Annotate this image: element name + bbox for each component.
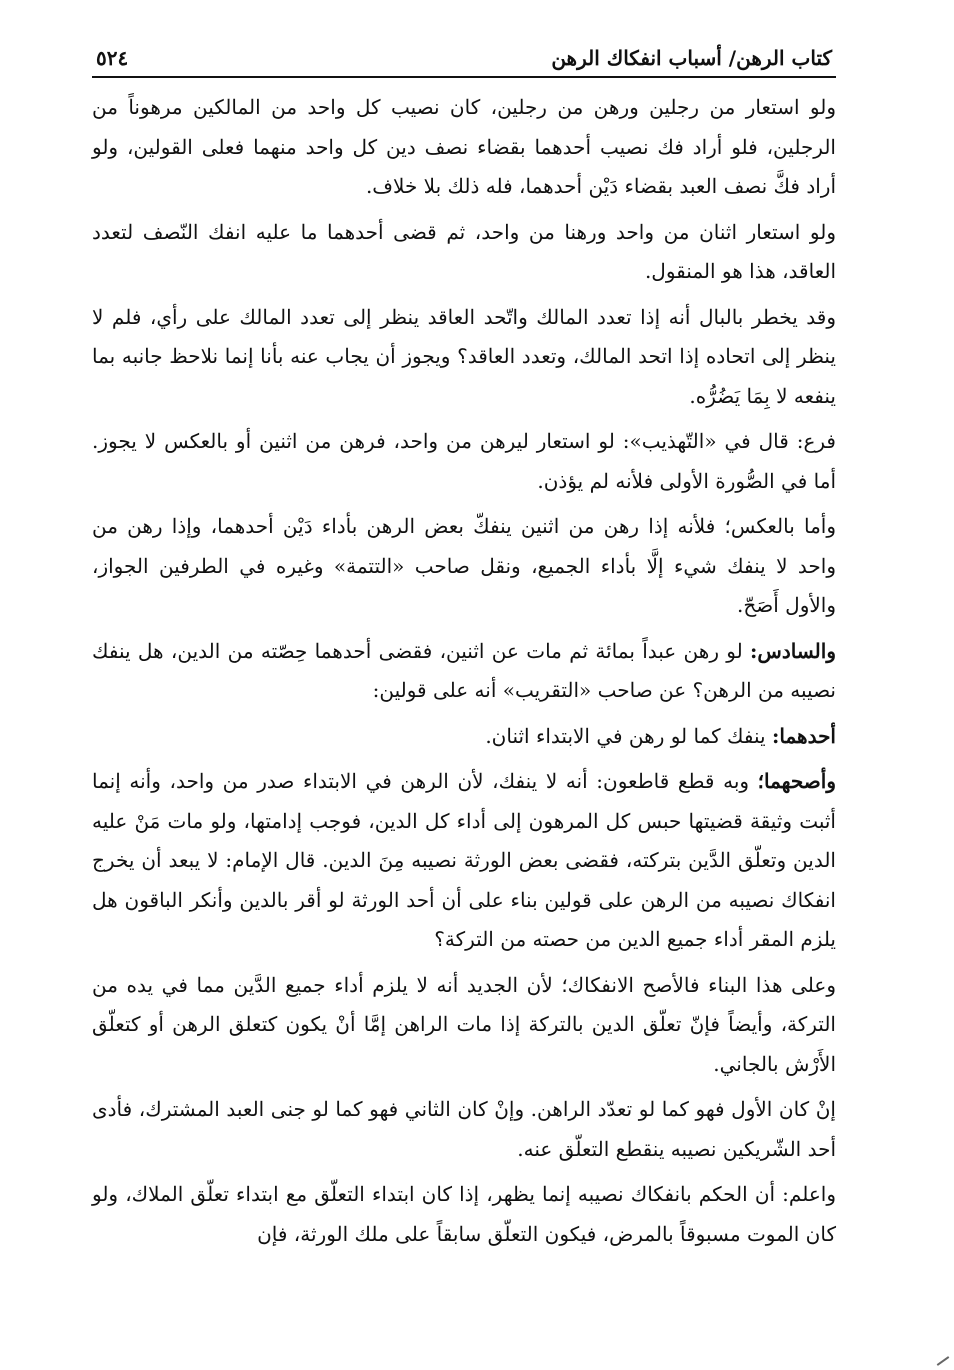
page-number: ٥٢٤ xyxy=(96,46,129,70)
paragraph-lead: والسادس: xyxy=(750,638,836,663)
paragraph: أحدهما: ينفك كما لو رهن في الابتداء اثنان. xyxy=(485,723,836,748)
paragraph: ولو استعار من رجلين ورهن من رجلين، كان نصيب كل واحد من المالكين مرهوناً من الرجلين، فلو أراد فك نصيب أحدهما بقضاء نصف دين كل واحد منهما فعلى القولين، ولو أراد فكَّ نصف العبد بقضاء دَيْن أحدهما، فله ذلك بلا خلاف. xyxy=(92,95,836,198)
book-page xyxy=(92,28,836,1260)
paragraph: واعلم: أن الحكم بانفكاك نصيبه إنما يظهر، إذا كان ابتداء التعلّق مع ابتداء تعلّق الملاك، ولو كان الموت مسبوقاً بالمرض، فيكون التعلّق سابقاً على ملك الورثة، فإن xyxy=(92,1182,836,1246)
paragraph: ولو استعار اثنان من واحد ورهنا من واحد، ثم قضى أحدهما ما عليه انفك النّصف لتعدد العاقد، هذا هو المنقول. xyxy=(92,219,836,283)
paragraph: إنْ كان الأول فهو كما لو تعدّد الراهن. وإنْ كان الثاني فهو كما لو جنى العبد المشترك، فأدى أحد الشّريكين نصيبه ينقطع التعلّق عنه. xyxy=(92,1097,836,1161)
paragraph: والسادس: لو رهن عبداً بمائة ثم مات عن اثنين، فقضى أحدهما حِصّته من الدين، هل ينفك نصيبه من الرهن؟ عن صاحب «التقريب» أنه على قولين: xyxy=(92,638,836,702)
scan-edge-mark xyxy=(937,1356,950,1366)
paragraph: وأصحهما؛ وبه قطع قاطعون: أنه لا ينفك، لأن الرهن في الابتداء صدر من واحد، وأنه إنما أثبت وثيقة قضيتها حبس كل المرهون إلى أداء كل الدين، فوجب إدامتها، ولو مات مَنْ عليه الدين وتعلّق الدَّين بتركته، فقضى بعض الورثة نصيبه مِنَ الدين. قال الإمام: لا يبعد أن يخرج انفكاك نصيبه من الرهن على قولين بناء على أن أحد الورثة لو أقر بالدين وأنكر الباقون هل يلزم المقر أداء جميع الدين من حصته من التركة؟ xyxy=(92,769,836,951)
header-rule xyxy=(92,76,836,78)
running-title: كتاب الرهن/ أسباب انفكاك الرهن xyxy=(551,46,832,70)
paragraph-lead: وأصحهما؛ xyxy=(757,769,836,793)
paragraph: وأما بالعكس؛ فلأنه إذا رهن من اثنين ينفكّ بعض الرهن بأداء دَيْن أحدهما، وإذا رهن من واحد لا ينفك شيء إلَّا بأداء الجميع، ونقل صاحب «التتمة» وغيره في الطرفين الجواز، والأول أَصَحّ. xyxy=(92,514,836,617)
paragraph: وعلى هذا البناء فالأصح الانفكاك؛ لأن الجديد أنه لا يلزم أداء جميع الدَّين مما في يده من التركة، وأيضاً فإنّ تعلّق الدين بالتركة إذا مات الراهن إمَّا أنْ يكون كتعلق الرهن أو كتعلّق الأَرْش بالجاني. xyxy=(92,972,836,1076)
paragraph-lead: أحدهما: xyxy=(771,723,836,748)
body-text xyxy=(92,88,836,1254)
paragraph: وقد يخطر بالبال أنه إذا تعدد المالك واتّحد العاقد ينظر إلى تعدد المالك على رأي، فلم لا ينظر إلى اتحاده إذا اتحد المالك، وتعدد العاقد؟ ويجوز أن يجاب عنه بأنا إنما نلاحظ جانبه بما ينفعه لا بِمَا يَضُرُّه. xyxy=(92,304,836,408)
running-header xyxy=(92,28,836,76)
paragraph: فرع: قال في «التّهذيب»: لو استعار ليرهن من واحد، فرهن من اثنين أو بالعكس لا يجوز. أما في الصُّورة الأولى فلأنه لم يؤذن. xyxy=(92,429,836,493)
